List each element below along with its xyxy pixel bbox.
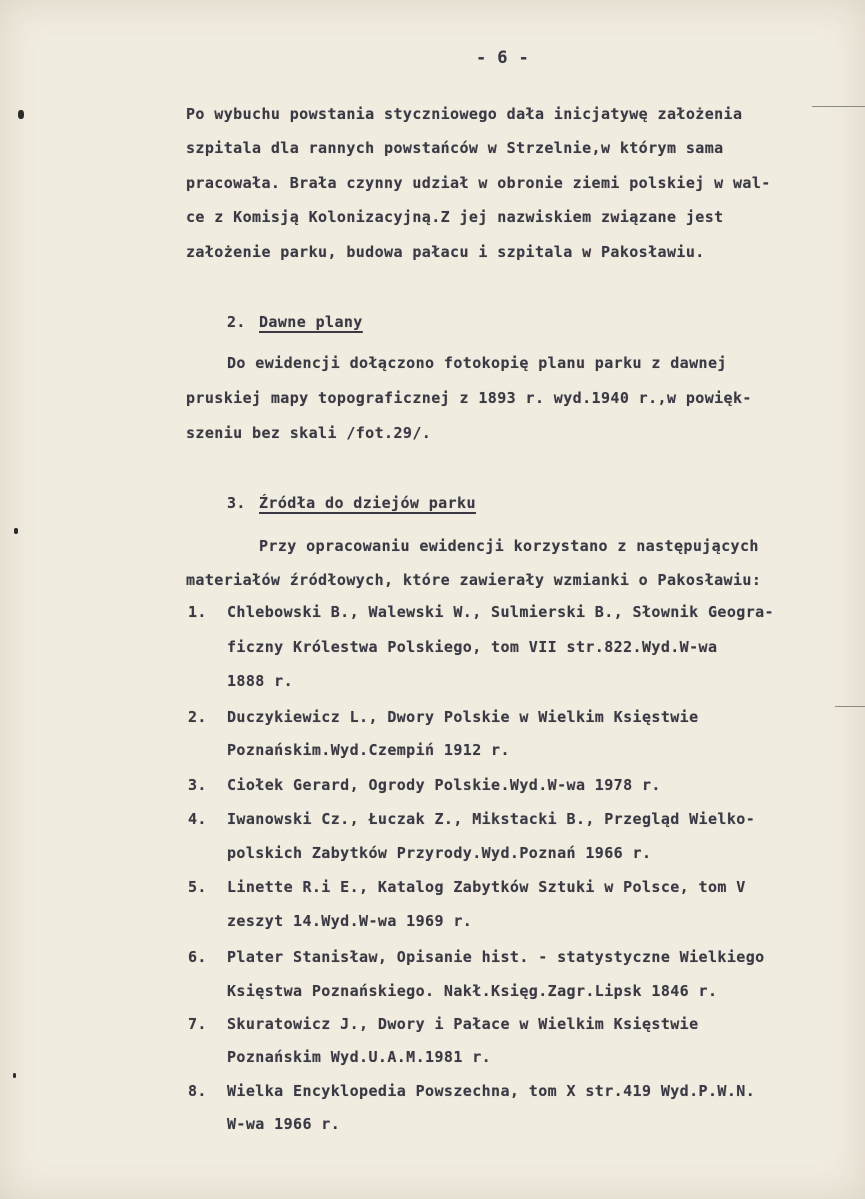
source-line: Duczykiewicz L., Dwory Polskie w Wielkim Księstwie xyxy=(227,708,699,726)
paragraph-line: Do ewidencji dołączono fotokopię planu parku z dawnej xyxy=(227,354,727,372)
source-line: Linette R.i E., Katalog Zabytków Sztuki w Polsce, tom V xyxy=(227,878,746,896)
source-number: 2. xyxy=(188,708,207,726)
paragraph-line: Przy opracowaniu ewidencji korzystano z następujących xyxy=(259,537,759,555)
source-number: 6. xyxy=(188,948,207,966)
section-heading: Dawne plany xyxy=(259,313,363,331)
paper-edge-line xyxy=(812,106,865,107)
paragraph-line: założenie parku, budowa pałacu i szpitala w Pakosławiu. xyxy=(186,243,705,261)
source-line: Skuratowicz J., Dwory i Pałace w Wielkim Księstwie xyxy=(227,1015,699,1033)
source-number: 3. xyxy=(188,776,207,794)
section-number: 3. xyxy=(227,494,246,512)
source-line: Chlebowski B., Walewski W., Sulmierski B., Słownik Geogra- xyxy=(227,603,774,621)
source-line: 1888 r. xyxy=(227,672,294,690)
section-heading: Źródła do dziejów parku xyxy=(259,494,476,512)
source-line: Plater Stanisław, Opisanie hist. - statystyczne Wielkiego xyxy=(227,948,765,966)
source-number: 1. xyxy=(188,603,207,621)
source-line: zeszyt 14.Wyd.W-wa 1969 r. xyxy=(227,912,473,930)
source-line: W-wa 1966 r. xyxy=(227,1115,341,1133)
margin-ink-mark xyxy=(13,1073,16,1078)
page-number: - 6 - xyxy=(476,48,530,68)
paragraph-line: pruskiej mapy topograficznej z 1893 r. wyd.1940 r.,w powięk- xyxy=(186,389,752,407)
section-number: 2. xyxy=(227,313,246,331)
margin-ink-mark xyxy=(18,110,24,119)
paragraph-line: szeniu bez skali /fot.29/. xyxy=(186,424,432,442)
margin-ink-mark xyxy=(14,528,18,534)
source-line: Poznańskim.Wyd.Czempiń 1912 r. xyxy=(227,741,510,759)
source-line: polskich Zabytków Przyrody.Wyd.Poznań 1966 r. xyxy=(227,844,652,862)
paragraph-line: ce z Komisją Kolonizacyjną.Z jej nazwiskiem związane jest xyxy=(186,208,724,226)
source-line: Wielka Encyklopedia Powszechna, tom X str.419 Wyd.P.W.N. xyxy=(227,1082,756,1100)
source-line: Iwanowski Cz., Łuczak Z., Mikstacki B., Przegląd Wielko- xyxy=(227,810,756,828)
source-number: 8. xyxy=(188,1082,207,1100)
paragraph-line: Po wybuchu powstania styczniowego dała inicjatywę założenia xyxy=(186,105,743,123)
paragraph-line: pracowała. Brała czynny udział w obronie ziemi polskiej w wal- xyxy=(186,174,771,192)
source-line: Ciołek Gerard, Ogrody Polskie.Wyd.W-wa 1978 r. xyxy=(227,776,661,794)
source-line: Księstwa Poznańskiego. Nakł.Księg.Zagr.Lipsk 1846 r. xyxy=(227,982,718,1000)
source-number: 7. xyxy=(188,1015,207,1033)
paper-edge-line xyxy=(835,706,865,707)
paragraph-line: materiałów źródłowych, które zawierały wzmianki o Pakosławiu: xyxy=(186,571,762,589)
source-line: Poznańskim Wyd.U.A.M.1981 r. xyxy=(227,1048,492,1066)
source-number: 5. xyxy=(188,878,207,896)
source-number: 4. xyxy=(188,810,207,828)
paragraph-line: szpitala dla rannych powstańców w Strzelnie,w którym sama xyxy=(186,139,724,157)
source-line: ficzny Królestwa Polskiego, tom VII str.822.Wyd.W-wa xyxy=(227,638,718,656)
